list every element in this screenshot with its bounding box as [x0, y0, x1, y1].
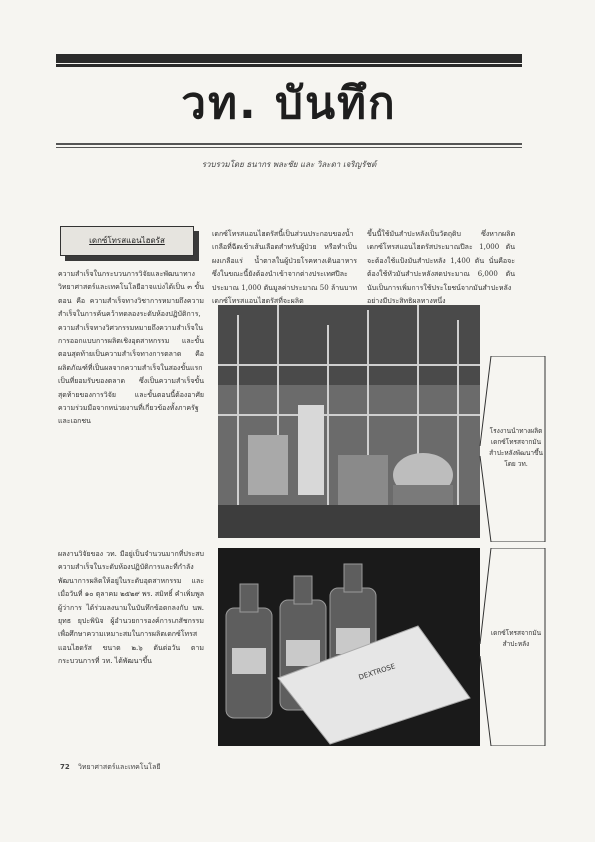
- byline: รวบรวมโดย ธนากร พละชัย และ วิละดา เจริญรัชต์: [201, 160, 377, 169]
- page-number: 72: [60, 763, 70, 771]
- photo2-caption-callout: [479, 548, 547, 746]
- page-title: วท. บันทึก: [181, 78, 397, 129]
- article-paragraph-3: เดกซ์โทรสแอนไฮดรัสนี้เป็นส่วนประกอบของน้ำเกลือที่ฉีดเข้าเส้นเลือดสำหรับผู้ป่วย หรือทำเป็นผงเกลือแร่ น้ำตาลในผู้ป่วยโรคทางเดินอาหาร ซึ่งในขณะนี้ยังต้องนำเข้าจากต่างประเทศปีละประมาณ 1,000 ตันมูลค่าประมาณ 50 ล้านบาท เดกซ์โทรสแอนไฮดรัสที่จะผลิต: [212, 230, 357, 306]
- article-paragraph-1: ความสำเร็จในกระบวนการวิจัยและพัฒนาทางวิทยาศาสตร์และเทคโนโลยีอาจแบ่งได้เป็น ๓ ขั้นตอน คือ ความสำเร็จทางวิชาการหมายถึงความสำเร็จในการค้นคว้าทดลองระดับห้องปฏิบัติการ, ความสำเร็จทางวิศวกรรมหมายถึงความสำเร็จในการออกแบบการผลิตเชิงอุตสาหกรรม และขั้นตอนสุดท้ายเป็นความสำเร็จทางการตลาด คือ ผลิตภัณฑ์ที่เป็นผลจากความสำเร็จในสองขั้นแรกเป็นที่ยอมรับของตลาด ซึ่งเป็นความสำเร็จขั้นสุดท้ายของการวิจัย และขั้นตอนนี้ต้องอาศัยความร่วมมือจากหน่วยงานที่เกี่ยวข้องทั้งภาครัฐและเอกชน: [58, 270, 204, 426]
- masthead-rule-top: [56, 54, 522, 63]
- publication-name: วิทยาศาสตร์และเทคโนโลยี: [77, 763, 161, 771]
- masthead-rule-bottom: [56, 143, 522, 145]
- article-column-2: [212, 228, 357, 308]
- section-heading: เดกซ์โทรสแอนไฮดรัส: [89, 236, 165, 245]
- page-footer: [60, 762, 160, 773]
- article-paragraph-2: ผลงานวิจัยของ วท. มีอยู่เป็นจำนวนมากที่ประสบความสำเร็จในระดับห้องปฏิบัติการและที่กำลังพัฒนาการผลิตให้อยู่ในระดับอุตสาหกรรม และเมื่อวันที่ ๑๐ ตุลาคม ๒๕๒๙ พร. สมิทธิ์ คำเพิ่มพูล ผู้ว่าการ ได้ร่วมลงนามในบันทึกข้อตกลงกับ นพ. ยุทธ ยุปะพินิจ ผู้อำนวยการองค์การเภสัชกรรม เพื่อศึกษาความเหมาะสมในการผลิตเดกซ์โทรสแอนไฮดรัส ขนาด ๒.๖ ตันต่อวัน ตามกระบวนการที่ วท. ได้พัฒนาขึ้น: [58, 550, 204, 666]
- section-heading-box: [60, 226, 194, 256]
- article-column-3: [367, 228, 515, 308]
- article-paragraph-4: ขึ้นนี้ใช้มันสำปะหลังเป็นวัตถุดิบ ซึ่งหากผลิตเดกซ์โทรสแอนไฮดรัสประมาณปีละ 1,000 ตัน จะต้องใช้แป้งมันสำปะหลัง 1,400 ตัน นั่นคือจะต้องใช้หัวมันสำปะหลังสดประมาณ 6,000 ตัน นับเป็นการเพิ่มการใช้ประโยชน์จากมันสำปะหลังอย่างมีประสิทธิผลทางหนึ่ง: [367, 230, 515, 306]
- dextrose-product-photo: [218, 548, 480, 746]
- pilot-plant-photo: [218, 305, 480, 538]
- masthead-rule-top-thin: [56, 64, 522, 67]
- photo1-caption: โรงงานนำทางผลิตเดกซ์โทรสจากมันสำปะหลังพัฒนาขึ้นโดย วท.: [489, 427, 543, 468]
- article-column-1-bottom: [58, 548, 204, 669]
- dextrose-bag-label: DEXTROSE: [357, 662, 397, 682]
- article-column-1-top: [58, 268, 204, 429]
- photo1-caption-callout: [479, 356, 547, 542]
- photo2-caption: เดกซ์โทรสจากมันสำปะหลัง: [490, 629, 542, 648]
- masthead-rule-bottom-thin: [56, 147, 522, 148]
